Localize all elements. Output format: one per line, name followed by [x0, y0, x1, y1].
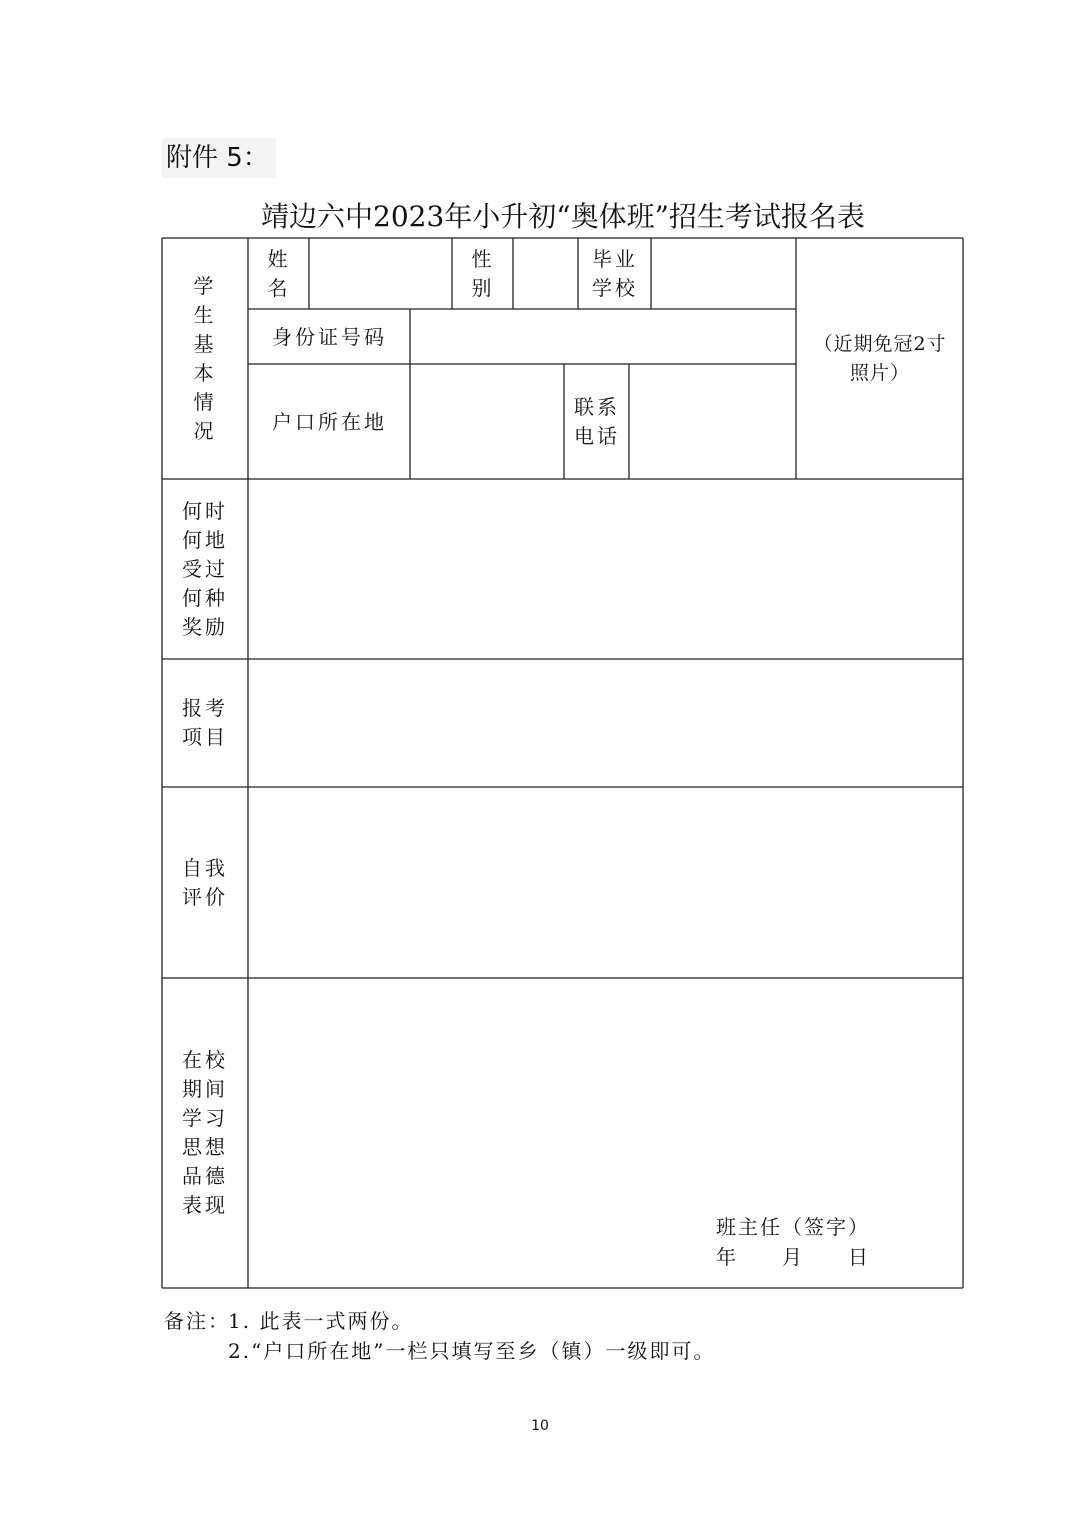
teacher-signature-label: 班主任（签字） [716, 1215, 870, 1239]
awards-label: 何时 何地 受过 何种 奖励 [182, 498, 228, 639]
note-line-2: 2.“户口所在地”一栏只填写至乡（镇）一级即可。 [228, 1339, 716, 1363]
attachment-label: 附件 5： [162, 138, 276, 178]
exam-item-field[interactable] [249, 660, 963, 787]
phone-label: 联系 电话 [574, 395, 620, 448]
page-number: 10 [531, 1418, 549, 1434]
gender-label: 性 别 [471, 247, 495, 300]
gender-field[interactable] [514, 239, 578, 309]
exam-item-label: 报考 项目 [182, 696, 228, 749]
signature-date-label: 年 月 日 [716, 1245, 870, 1269]
residence-label: 户口所在地 [272, 409, 387, 434]
basic-info-section-label: 学 生 基 本 情 况 [193, 273, 217, 443]
phone-field[interactable] [630, 365, 796, 479]
notes-prefix: 备注： [164, 1309, 230, 1333]
note-line-1: 1. 此表一式两份。 [228, 1309, 414, 1333]
photo-placeholder[interactable]: （近期免冠2寸 照片） [813, 333, 947, 384]
name-label: 姓 名 [267, 247, 291, 300]
id-number-label: 身份证号码 [272, 324, 387, 349]
self-evaluation-field[interactable] [249, 788, 963, 978]
form-title: 靖边六中2023年小升初“奥体班”招生考试报名表 [261, 200, 865, 233]
name-field[interactable] [310, 239, 452, 309]
residence-field[interactable] [411, 365, 564, 479]
school-field[interactable] [652, 239, 796, 309]
performance-label: 在校 期间 学习 思想 品德 表现 [182, 1048, 228, 1217]
id-number-field[interactable] [411, 310, 796, 364]
awards-field[interactable] [249, 480, 963, 659]
self-evaluation-label: 自我 评价 [182, 855, 228, 909]
school-label: 毕业 学校 [592, 247, 638, 300]
